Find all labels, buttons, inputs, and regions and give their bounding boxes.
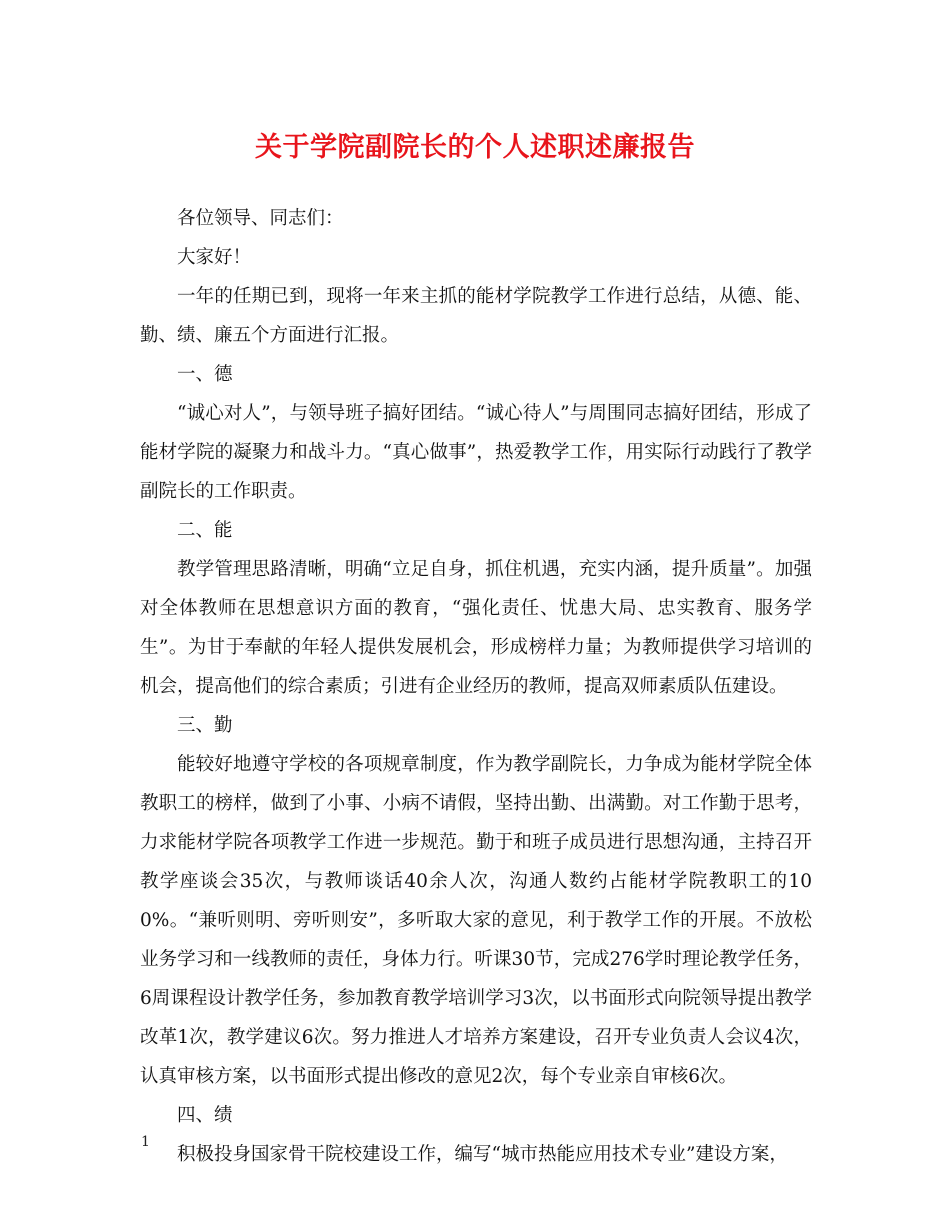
document-title: 关于学院副院长的个人述职述廉报告 — [255, 132, 695, 163]
section-paragraph-de: “诚心对人”，与领导班子搞好团结。“诚心待人”与周围同志搞好团结，形成了能材学院的凝聚力和战斗力。“真心做事”，热爱教学工作，用实际行动践行了教学副院长的工作职责。 — [140, 403, 812, 502]
intro-paragraph: 一年的任期已到，现将一年来主抓的能材学院教学工作进行总结，从德、能、勤、绩、廉五个方面进行汇报。 — [140, 286, 812, 346]
section-paragraph-neng: 教学管理思路清晰，明确“立足自身，抓住机遇，充实内涵，提升质量”。加强对全体教师在思想意识方面的教育，“强化责任、忧患大局、忠实教育、服务学生”。为甘于奉献的年轻人提供发展机会，形成榜样力量；为教师提供学习培训的机会，提高他们的综合素质；引进有企业经历的教师，提高双师素质队伍建设。 — [140, 559, 812, 697]
section-paragraph-qin: 能较好地遵守学校的各项规章制度，作为教学副院长，力争成为能材学院全体教职工的榜样，做到了小事、小病不请假，坚持出勤、出满勤。对工作勤于思考，力求能材学院各项教学工作进一步规范。勤于和班子成员进行思想沟通，主持召开教学座谈会35次，与教师谈话40余人次，沟通人数约占能材学院教职工的100%。“兼听则明、旁听则安”，多听取大家的意见，利于教学工作的开展。不放松业务学习和一线教师的责任，身体力行。听课30节，完成276学时理论教学任务，6周课程设计教学任务，参加教育教学培训学习3次，以书面形式向院领导提出教学改革1次，教学建议6次。努力推进人才培养方案建设，召开专业负责人会议4次，认真审核方案，以书面形式提出修改的意见2次，每个专业亲自审核6次。 — [140, 754, 812, 1087]
section-paragraph-ji: 积极投身国家骨干院校建设工作，编写“城市热能应用技术专业”建设方案， — [177, 1144, 788, 1165]
section-heading-neng: 二、能 — [177, 520, 233, 541]
salutation: 大家好！ — [177, 247, 252, 268]
section-heading-ji: 四、绩 — [177, 1105, 233, 1126]
page-number: 1 — [141, 1134, 150, 1150]
section-heading-qin: 三、勤 — [177, 715, 233, 736]
document-body — [140, 199, 812, 1174]
greeting: 各位领导、同志们： — [177, 208, 344, 229]
section-heading-de: 一、德 — [177, 364, 233, 385]
